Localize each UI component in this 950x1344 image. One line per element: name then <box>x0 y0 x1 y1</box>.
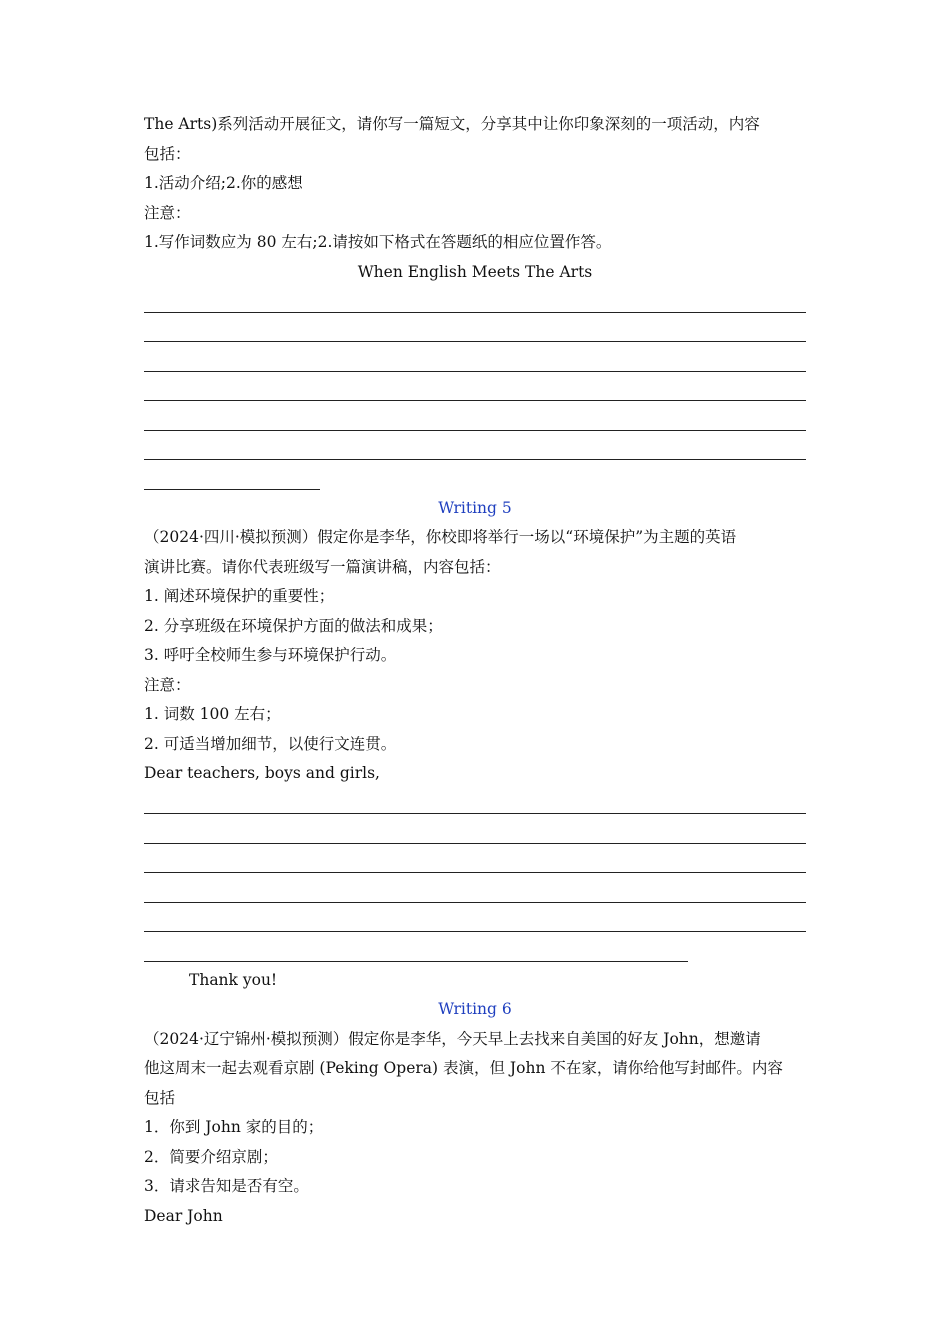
writing6-prompt-line3: 包括 <box>144 1088 176 1107</box>
writing5-closing: Thank you! <box>189 970 278 989</box>
answer-line[interactable] <box>144 877 806 907</box>
section4-intro-line2: 包括： <box>144 144 191 163</box>
writing5-point: 3. 呼吁全校师生参与环境保护行动。 <box>144 646 397 664</box>
writing5-note: 1. 词数 100 左右； <box>144 705 281 723</box>
answer-line[interactable] <box>144 464 806 494</box>
writing6-point: 2．简要介绍京剧； <box>144 1147 278 1166</box>
section4-note-label: 注意： <box>144 203 191 222</box>
answer-line[interactable] <box>144 317 806 347</box>
worksheet-page <box>144 110 806 1231</box>
writing6-prompt-line1: （2024·辽宁锦州·模拟预测）假定你是李华，今天早上去找来自美国的好友 John，想邀请 <box>144 1029 761 1048</box>
writing6-heading: Writing 6 <box>438 1000 512 1018</box>
answer-line[interactable] <box>144 435 806 465</box>
writing5-note: 2. 可适当增加细节，以使行文连贯。 <box>144 734 397 753</box>
writing6-prompt-line2: 他这周末一起去观看京剧 (Peking Opera) 表演，但 John 不在家，请你给他写封邮件。内容 <box>144 1059 783 1077</box>
writing5-answer-lines <box>144 789 806 966</box>
section4-intro-line1: The Arts)系列活动开展征文，请你写一篇短文，分享其中让你印象深刻的一项活动，内容 <box>144 115 760 133</box>
writing6-point: 1．你到 John 家的目的； <box>144 1118 324 1136</box>
writing6-salutation: Dear John <box>144 1206 223 1225</box>
writing6-point: 3．请求告知是否有空。 <box>144 1177 309 1195</box>
writing5-point: 2. 分享班级在环境保护方面的做法和成果； <box>144 616 443 635</box>
writing5-prompt-line1: （2024·四川·模拟预测）假定你是李华，你校即将举行一场以“环境保护”为主题的英语 <box>144 528 737 546</box>
answer-line[interactable] <box>144 936 806 966</box>
writing5-heading: Writing 5 <box>438 498 512 517</box>
writing5-note-label: 注意： <box>144 675 191 694</box>
answer-line[interactable] <box>144 376 806 406</box>
section4-note-text: 1.写作词数应为 80 左右;2.请按如下格式在答题纸的相应位置作答。 <box>144 233 612 251</box>
essay-title: When English Meets The Arts <box>357 262 593 281</box>
section4-answer-lines <box>144 287 806 494</box>
answer-line[interactable] <box>144 287 806 317</box>
writing5-salutation: Dear teachers, boys and girls, <box>144 764 380 782</box>
answer-line[interactable] <box>144 405 806 435</box>
answer-line[interactable] <box>144 789 806 819</box>
writing5-point: 1. 阐述环境保护的重要性； <box>144 587 335 605</box>
section4-points: 1.活动介绍;2.你的感想 <box>144 174 303 192</box>
answer-line[interactable] <box>144 848 806 878</box>
answer-line[interactable] <box>144 907 806 937</box>
writing5-prompt-line2: 演讲比赛。请你代表班级写一篇演讲稿，内容包括： <box>144 557 501 576</box>
answer-line[interactable] <box>144 346 806 376</box>
answer-line[interactable] <box>144 818 806 848</box>
